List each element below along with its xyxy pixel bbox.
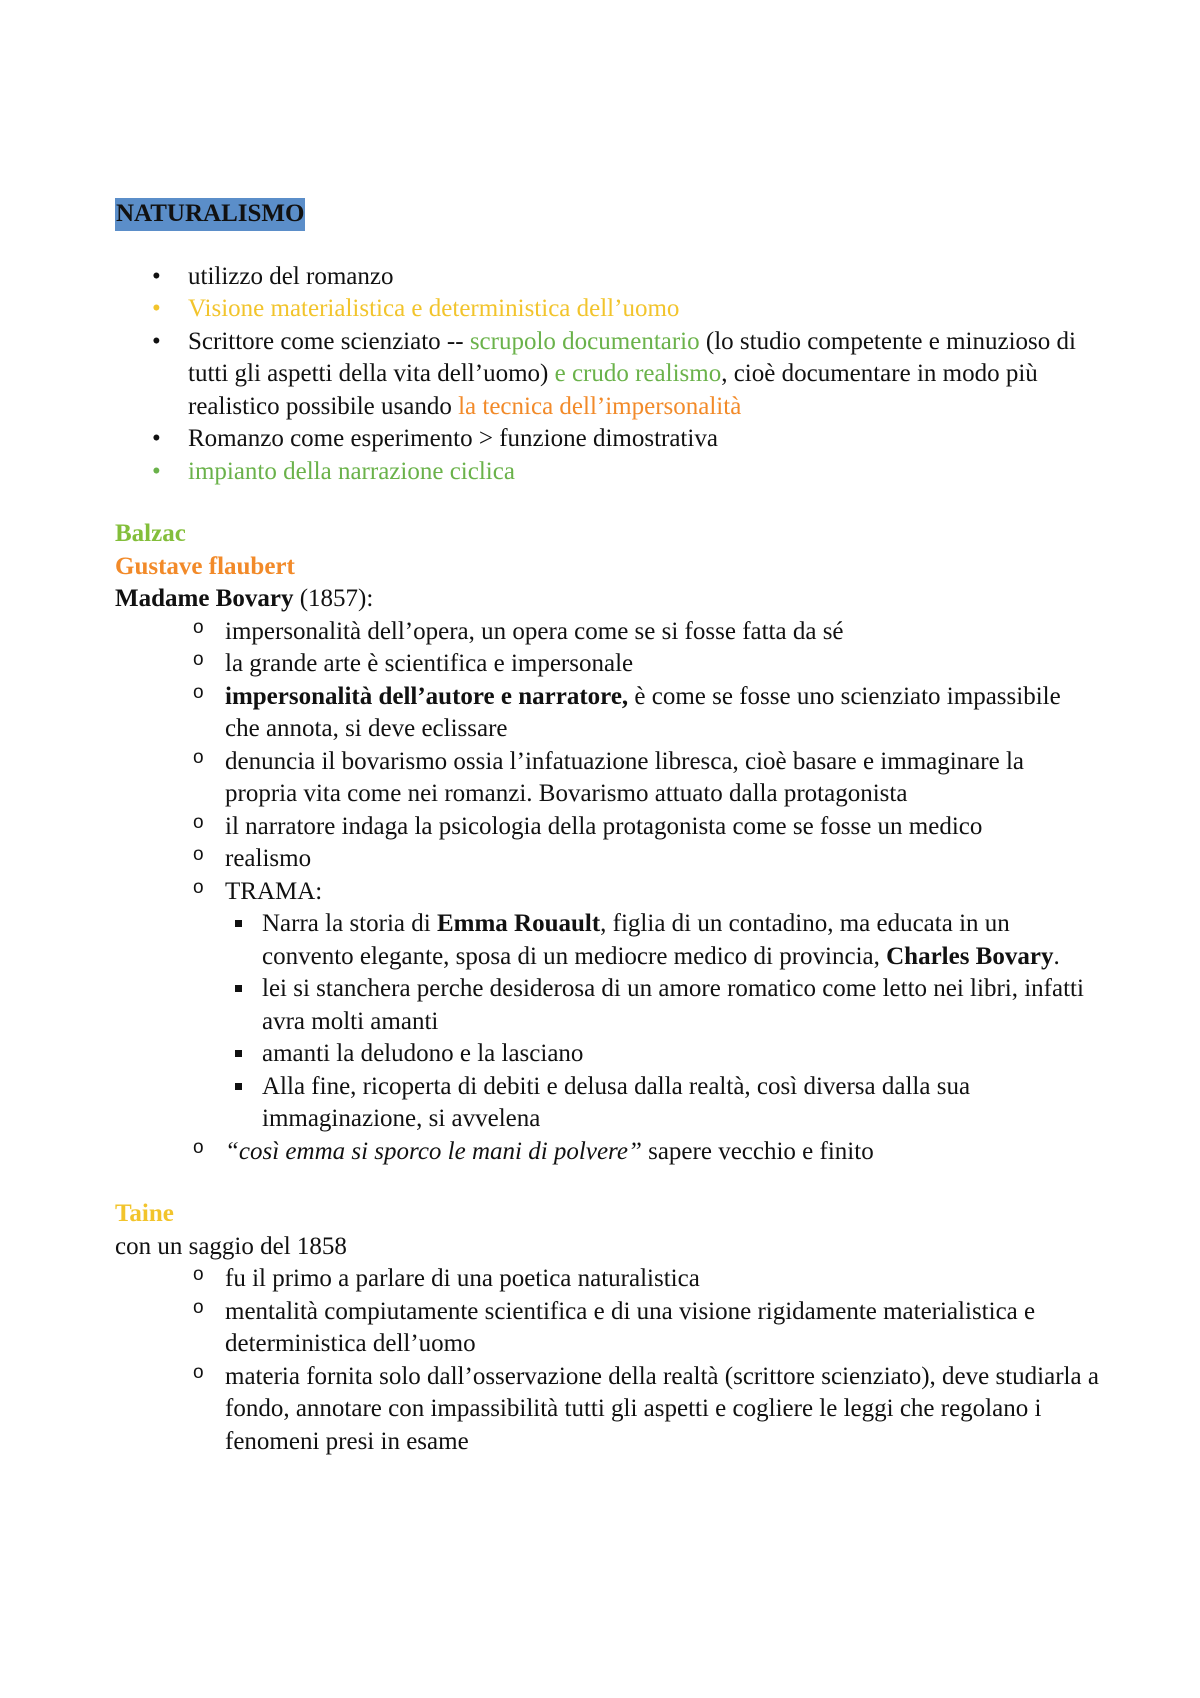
page-title-line xyxy=(115,198,1100,231)
list-item: o mentalità compiutamente scientifica e di una visione rigidamente materialistica e deterministica dell’uomo xyxy=(115,1296,1100,1361)
list-item: • Scrittore come scienziato -- scrupolo documentario (lo studio competente e minuzioso di tutti gli aspetti della vita dell’uomo) e crudo realismo, cioè documentare in modo più realistico possibile usando la tecnica dell’impersonalità xyxy=(115,326,1100,424)
bovary-heading: Madame Bovary (1857): xyxy=(115,585,374,612)
heading-balzac: Balzac xyxy=(115,520,186,547)
list-item: o denuncia il bovarismo ossia l’infatuazione libresca, cioè basare e immaginare la propria vita come nei romanzi. Bovarismo attuato dalla protagonista xyxy=(115,746,1100,811)
highlight-green: scrupolo documentario xyxy=(469,327,700,355)
document-content xyxy=(115,198,1100,1458)
list-item: • utilizzo del romanzo xyxy=(115,261,1100,294)
highlight-green: e crudo realismo xyxy=(554,360,722,387)
highlight-orange: la tecnica dell’impersonalità xyxy=(458,392,742,420)
list-item: o fu il primo a parlare di una poetica naturalistica xyxy=(115,1263,1100,1296)
list-item: • Romanzo come esperimento > funzione dimostrativa xyxy=(115,423,1100,456)
list-item: • impianto della narrazione ciclica xyxy=(115,456,1100,489)
list-item: o impersonalità dell’opera, un opera come se si fosse fatta da sé xyxy=(115,616,1100,649)
list-item: • Visione materialistica e deterministica dell’uomo xyxy=(115,293,1100,326)
list-item: o materia fornita solo dall’osservazione della realtà (scrittore scienziato), deve studiarla a fondo, annotare con impassibilità tutti gli aspetti e cogliere le leggi che regolano i fenomeni presi in esame xyxy=(115,1361,1100,1459)
list-item: amanti la deludono e la lasciano xyxy=(225,1038,1100,1071)
list-item: Narra la storia di Emma Rouault, figlia di un contadino, ma educata in un convento elegante, sposa di un mediocre medico di provincia, Charles Bovary. xyxy=(225,908,1100,973)
list-item: lei si stanchera perche desiderosa di un amore romatico come letto nei libri, infatti avra molti amanti xyxy=(225,973,1100,1038)
list-item: o la grande arte è scientifica e impersonale xyxy=(115,648,1100,681)
intro-list xyxy=(115,261,1100,489)
page-title: NATURALISMO xyxy=(115,198,305,231)
list-item: Alla fine, ricoperta di debiti e delusa dalla realtà, così diversa dalla sua immaginazione, si avvelena xyxy=(225,1071,1100,1136)
list-item: o TRAMA: Narra la storia di Emma Rouault, figlia di un contadino, ma educata in un convento elegante, sposa di un mediocre medico di provincia, Charles Bovary. lei si stanchera perche desiderosa di un amore romatico come letto nei libri, infatti avra molti amanti amanti la deludono e la lasciano Alla fine, ricoperta di debiti e delusa dalla realtà, così diversa dalla sua immaginazione, si avvelena xyxy=(115,876,1100,1136)
heading-taine: Taine xyxy=(115,1200,174,1227)
trama-list xyxy=(225,908,1100,1136)
taine-list xyxy=(115,1263,1100,1458)
taine-intro: con un saggio del 1858 xyxy=(115,1232,347,1260)
list-item: o impersonalità dell’autore e narratore, è come se fosse uno scienziato impassibile che annota, si deve eclissare xyxy=(115,681,1100,746)
list-item: o “così emma si sporco le mani di polvere” sapere vecchio e finito xyxy=(115,1136,1100,1169)
bovary-list xyxy=(115,616,1100,1169)
heading-flaubert: Gustave flaubert xyxy=(115,552,295,580)
list-item: o realismo xyxy=(115,843,1100,876)
list-item: o il narratore indaga la psicologia della protagonista come se fosse un medico xyxy=(115,811,1100,844)
